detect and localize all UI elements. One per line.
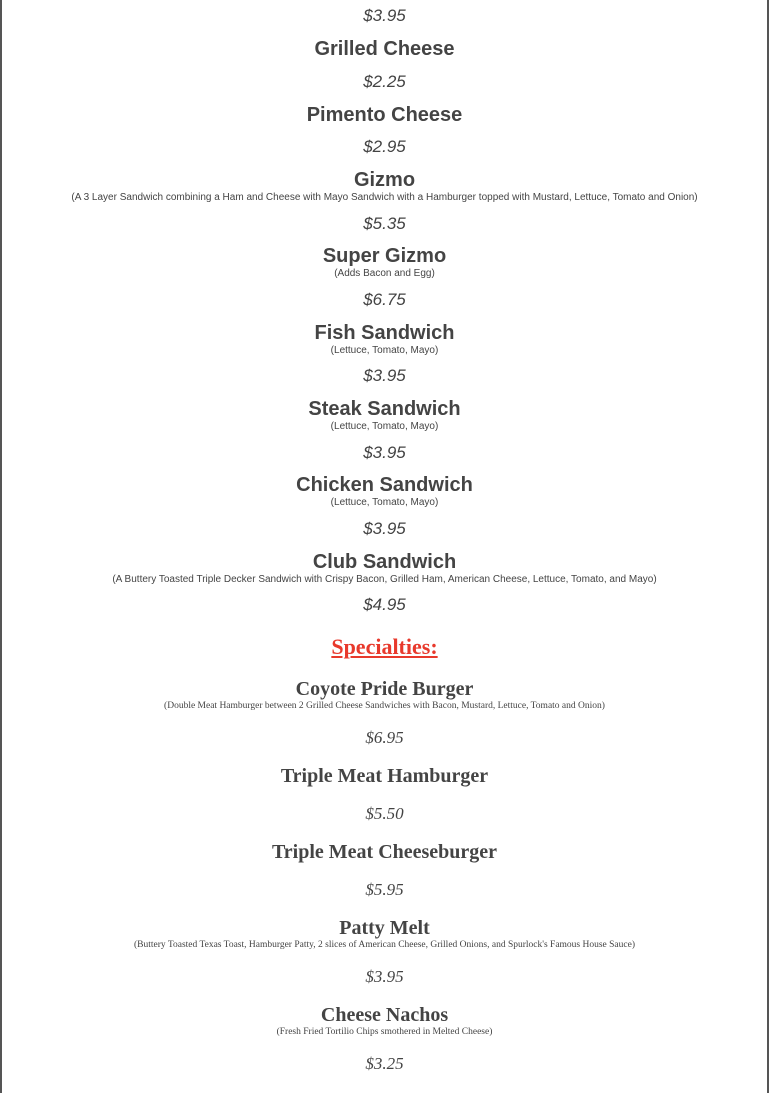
item-desc-super-gizmo: (Adds Bacon and Egg) — [334, 268, 435, 279]
specialty-name-triple-meat-hamburger: Triple Meat Hamburger — [280, 765, 489, 787]
specialty-name-patty-melt: Patty Melt — [339, 917, 430, 939]
specialty-desc-coyote-pride-burger: (Double Meat Hamburger between 2 Grilled Cheese Sandwiches with Bacon, Mustard, Lettuce, Tomato and Onion) — [164, 701, 605, 711]
item-price-chicken-sandwich: $3.95 — [363, 519, 406, 538]
specialty-price-patty-melt: $3.95 — [365, 967, 404, 986]
item-desc-chicken-sandwich: (Lettuce, Tomato, Mayo) — [330, 497, 439, 508]
item-name-pimento-cheese: Pimento Cheese — [306, 104, 463, 126]
specialty-price-cheese-nachos: $3.25 — [365, 1054, 404, 1073]
item-name-gizmo: Gizmo — [353, 169, 416, 191]
item-price-grilled-cheese: $2.25 — [363, 72, 406, 91]
item-price-steak-sandwich: $3.95 — [363, 443, 406, 462]
item-price-pimento-cheese: $2.95 — [363, 137, 406, 156]
item-name-grilled-cheese: Grilled Cheese — [314, 38, 455, 60]
specialty-price-triple-meat-hamburger: $5.50 — [365, 804, 404, 823]
specialty-name-triple-meat-cheeseburger: Triple Meat Cheeseburger — [271, 841, 498, 863]
specialty-name-cheese-nachos: Cheese Nachos — [320, 1004, 449, 1026]
item-name-club-sandwich: Club Sandwich — [312, 551, 457, 573]
specialty-desc-cheese-nachos: (Fresh Fried Tortilio Chips smothered in Melted Cheese) — [276, 1027, 493, 1037]
item-name-steak-sandwich: Steak Sandwich — [308, 398, 461, 420]
specialties-heading: Specialties: — [331, 634, 438, 659]
item-desc-steak-sandwich: (Lettuce, Tomato, Mayo) — [330, 421, 439, 432]
item-price-super-gizmo: $6.75 — [363, 290, 406, 309]
item-price-gizmo: $5.35 — [363, 214, 406, 233]
item-desc-gizmo: (A 3 Layer Sandwich combining a Ham and Cheese with Mayo Sandwich with a Hamburger topped with Mustard, Lettuce, Tomato and Onion) — [71, 192, 698, 203]
specialty-price-coyote-pride-burger: $6.95 — [365, 728, 404, 747]
item-name-chicken-sandwich: Chicken Sandwich — [296, 474, 473, 496]
price-top: $3.95 — [363, 6, 406, 25]
specialty-price-triple-meat-cheeseburger: $5.95 — [365, 880, 404, 899]
specialty-name-coyote-pride-burger: Coyote Pride Burger — [295, 678, 474, 700]
item-name-super-gizmo: Super Gizmo — [322, 245, 447, 267]
item-name-fish-sandwich: Fish Sandwich — [314, 322, 455, 344]
item-price-club-sandwich: $4.95 — [363, 595, 406, 614]
item-desc-club-sandwich: (A Buttery Toasted Triple Decker Sandwich with Crispy Bacon, Grilled Ham, American Cheese, Lettuce, Tomato, and Mayo) — [112, 574, 657, 585]
item-price-fish-sandwich: $3.95 — [363, 366, 406, 385]
item-desc-fish-sandwich: (Lettuce, Tomato, Mayo) — [330, 345, 439, 356]
specialty-desc-patty-melt: (Buttery Toasted Texas Toast, Hamburger Patty, 2 slices of American Cheese, Grilled Onions, and Spurlock's Famous House Sauce) — [133, 940, 635, 950]
